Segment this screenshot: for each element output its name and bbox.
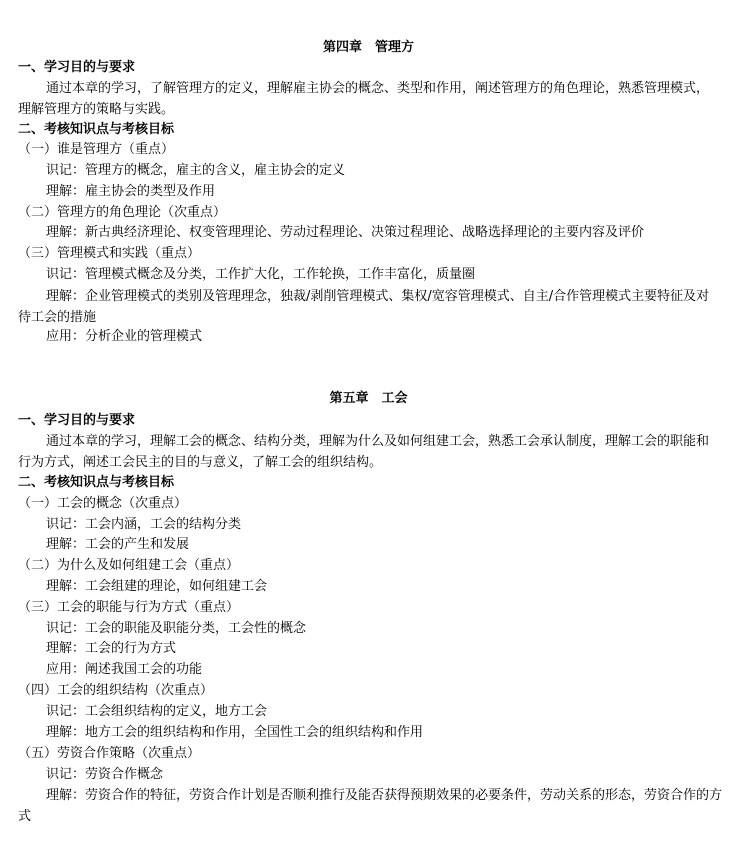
ch4-point-2: （二）管理方的角色理论（次重点） [18, 205, 227, 220]
ch5-section-1-text: 通过本章的学习，理解工会的概念、结构分类，理解为什么及如何组建工会，熟悉工会承认制度，理解工会的职能和行为方式，阐述工会民主的目的与意义，了解工会的组织结构。 [18, 434, 710, 470]
ch4-section-1-heading: 一、学习目的与要求 [18, 60, 136, 75]
ch4-point-3: （三）管理模式和实践（重点） [18, 246, 201, 261]
ch4-point-1: （一）谁是管理方（重点） [18, 142, 175, 157]
ch5-point-3-recall: 识记：工会的职能及职能分类，工会性的概念 [46, 621, 307, 636]
ch5-section-1-heading: 一、学习目的与要求 [18, 413, 136, 428]
ch4-section-1-text: 通过本章的学习，了解管理方的定义，理解雇主协会的概念、类型和作用，阐述管理方的角色理论，熟悉管理模式，理解管理方的策略与实践。 [18, 81, 710, 117]
ch4-point-2-understand: 理解：新古典经济理论、权变管理理论、劳动过程理论、决策过程理论、战略选择理论的主要内容及评价 [46, 225, 645, 240]
ch5-point-1-recall: 识记：工会内涵，工会的结构分类 [46, 517, 242, 532]
ch5-point-5: （五）劳资合作策略（次重点） [18, 746, 201, 761]
ch4-point-3-understand: 理解：企业管理模式的类别及管理理念，独裁/剥削管理模式、集权/宽容管理模式、自主/合作管理模式主要特征及对待工会的措施 [18, 289, 710, 325]
ch4-point-1-understand: 理解：雇主协会的类型及作用 [46, 184, 216, 199]
chapter-4-title: 第四章 管理方 [322, 40, 414, 55]
ch5-section-2-heading: 二、考核知识点与考核目标 [18, 475, 175, 490]
ch5-point-4: （四）工会的组织结构（次重点） [18, 683, 214, 698]
ch5-point-3-apply: 应用：阐述我国工会的功能 [46, 662, 203, 677]
ch4-point-3-apply: 应用：分析企业的管理模式 [46, 329, 203, 344]
ch4-point-1-recall: 识记：管理方的概念，雇主的含义，雇主协会的定义 [46, 163, 346, 178]
ch5-point-1: （一）工会的概念（次重点） [18, 496, 188, 511]
ch5-point-3-understand: 理解：工会的行为方式 [46, 641, 177, 656]
ch5-point-5-recall: 识记：劳资合作概念 [46, 767, 164, 782]
ch5-point-4-understand: 理解：地方工会的组织结构和作用，全国性工会的组织结构和作用 [46, 725, 424, 740]
ch5-point-5-understand: 理解：劳资合作的特征，劳资合作计划是否顺利推行及能否获得预期效果的必要条件，劳动关系的形态，劳资合作的方式 [18, 788, 723, 824]
ch5-point-4-recall: 识记：工会组织结构的定义，地方工会 [46, 704, 268, 719]
ch5-point-2-understand: 理解：工会组建的理论，如何组建工会 [46, 579, 268, 594]
ch5-point-1-understand: 理解：工会的产生和发展 [46, 537, 190, 552]
ch5-point-2: （二）为什么及如何组建工会（重点） [18, 558, 240, 573]
ch4-point-3-recall: 识记：管理模式概念及分类，工作扩大化，工作轮换，工作丰富化，质量圈 [46, 267, 476, 282]
ch5-point-3: （三）工会的职能与行为方式（重点） [18, 600, 240, 615]
ch4-section-2-heading: 二、考核知识点与考核目标 [18, 122, 175, 137]
chapter-5-title: 第五章 工会 [329, 391, 408, 406]
